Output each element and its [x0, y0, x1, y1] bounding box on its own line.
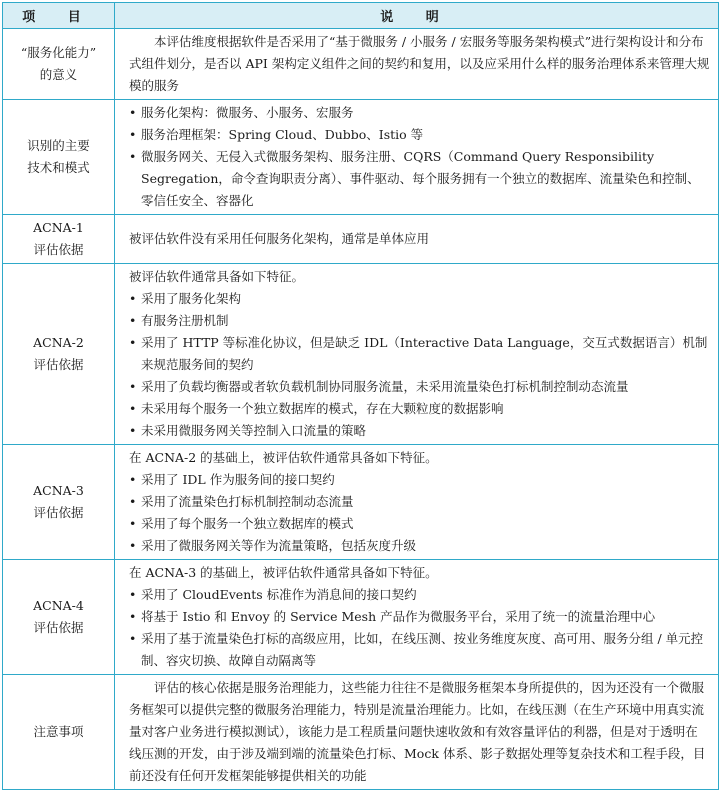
bullet-list: [129, 102, 710, 212]
row-description-cell: [115, 100, 719, 215]
table-body: [3, 29, 719, 790]
bullet-list: [129, 584, 710, 672]
bullet-item: • 采用了 CloudEvents 标准作为消息间的接口契约: [129, 584, 710, 606]
row-description-cell: [115, 215, 719, 264]
row-label-line: ACNA-4: [33, 598, 84, 613]
row-label-line: 识别的主要: [27, 138, 90, 153]
table-header-row: [3, 3, 719, 29]
row-label-line: ACNA-2: [33, 335, 84, 350]
description-paragraph: 本评估维度根据软件是否采用了“基于微服务 / 小服务 / 宏服务等服务架构模式”进行架构设计和分布式组件划分，是否以 API 架构定义组件之间的契约和复用，以及应采用什么样的服务治理体系来管理大规模的服务: [129, 34, 710, 93]
table-row: [3, 264, 719, 445]
row-label-line: “服务化能力”: [20, 45, 97, 60]
row-label-cell: [3, 29, 115, 100]
table-row: [3, 445, 719, 560]
bullet-item: • 采用了每个服务一个独立数据库的模式: [129, 513, 710, 535]
bullet-item: • 采用了 IDL 作为服务间的接口契约: [129, 469, 710, 491]
bullet-item: • 未采用微服务网关等控制入口流量的策略: [129, 420, 710, 442]
row-label-line: ACNA-1: [33, 220, 84, 235]
row-label-line: 评估依据: [33, 242, 84, 257]
table-row: [3, 675, 719, 790]
description-paragraph: 评估的核心依据是服务治理能力，这些能力往往不是微服务框架本身所提供的，因为还没有一个微服务框架可以提供完整的微服务治理能力，特别是流量治理能力。比如，在线压测（在生产环境中用真实流量对客户业务进行模拟测试），该能力是工程质量问题快速收敛和有效容量评估的利器，但是对于透明在线压测的开发，由于涉及端到端的流量染色打标、Mock 体系、影子数据处理等复杂技术和工程手段，目前还没有任何开发框架能够提供相关的功能: [129, 680, 706, 783]
row-label-line: 评估依据: [33, 357, 84, 372]
table-row: [3, 215, 719, 264]
bullet-item: • 微服务网关、无侵入式微服务架构、服务注册、CQRS（Command Query Responsibility Segregation，命令查询职责分离）、事件驱动、每个服务拥有一个独立的数据库、流量染色和控制、零信任安全、容器化: [129, 146, 710, 212]
row-label-line: 评估依据: [33, 620, 84, 635]
bullet-item: • 有服务注册机制: [129, 310, 710, 332]
description-intro: 在 ACNA-3 的基础上，被评估软件通常具备如下特征。: [129, 565, 438, 580]
bullet-item: • 采用了基于流量染色打标的高级应用，比如，在线压测、按业务维度灰度、高可用、服务分组 / 单元控制、容灾切换、故障自动隔离等: [129, 628, 710, 672]
bullet-list: [129, 469, 710, 557]
bullet-item: • 服务治理框架：Spring Cloud、Dubbo、Istio 等: [129, 124, 710, 146]
bullet-list: [129, 288, 710, 442]
evaluation-table: [2, 2, 719, 790]
header-description: 说 明: [115, 3, 719, 29]
row-label-cell: [3, 560, 115, 675]
row-label-line: 注意事项: [33, 724, 84, 739]
table-row: [3, 560, 719, 675]
bullet-item: • 未采用每个服务一个独立数据库的模式，存在大颗粒度的数据影响: [129, 398, 710, 420]
description-text: 被评估软件没有采用任何服务化架构，通常是单体应用: [129, 231, 430, 246]
table-row: [3, 29, 719, 100]
row-label-line: 的意义: [39, 67, 78, 82]
row-description-cell: [115, 675, 719, 790]
row-label-cell: [3, 100, 115, 215]
row-description-cell: [115, 29, 719, 100]
row-label-cell: [3, 264, 115, 445]
row-description-cell: [115, 264, 719, 445]
bullet-item: • 采用了负载均衡器或者软负载机制协同服务流量，未采用流量染色打标机制控制动态流量: [129, 376, 710, 398]
row-label-cell: [3, 675, 115, 790]
bullet-item: • 服务化架构：微服务、小服务、宏服务: [129, 102, 710, 124]
description-intro: 被评估软件通常具备如下特征。: [129, 269, 305, 284]
bullet-item: • 采用了服务化架构: [129, 288, 710, 310]
row-label-line: ACNA-3: [33, 483, 84, 498]
bullet-item: • 采用了 HTTP 等标准化协议，但是缺乏 IDL（Interactive Data Language，交互式数据语言）机制来规范服务间的契约: [129, 332, 710, 376]
bullet-item: • 采用了微服务网关等作为流量策略，包括灰度升级: [129, 535, 710, 557]
table-row: [3, 100, 719, 215]
row-label-cell: [3, 445, 115, 560]
description-intro: 在 ACNA-2 的基础上，被评估软件通常具备如下特征。: [129, 450, 438, 465]
row-description-cell: [115, 445, 719, 560]
bullet-item: • 将基于 Istio 和 Envoy 的 Service Mesh 产品作为微服务平台，采用了统一的流量治理中心: [129, 606, 710, 628]
row-description-cell: [115, 560, 719, 675]
bullet-item: • 采用了流量染色打标机制控制动态流量: [129, 491, 710, 513]
header-item: 项 目: [3, 3, 115, 29]
row-label-line: 技术和模式: [27, 160, 90, 175]
row-label-cell: [3, 215, 115, 264]
row-label-line: 评估依据: [33, 505, 84, 520]
